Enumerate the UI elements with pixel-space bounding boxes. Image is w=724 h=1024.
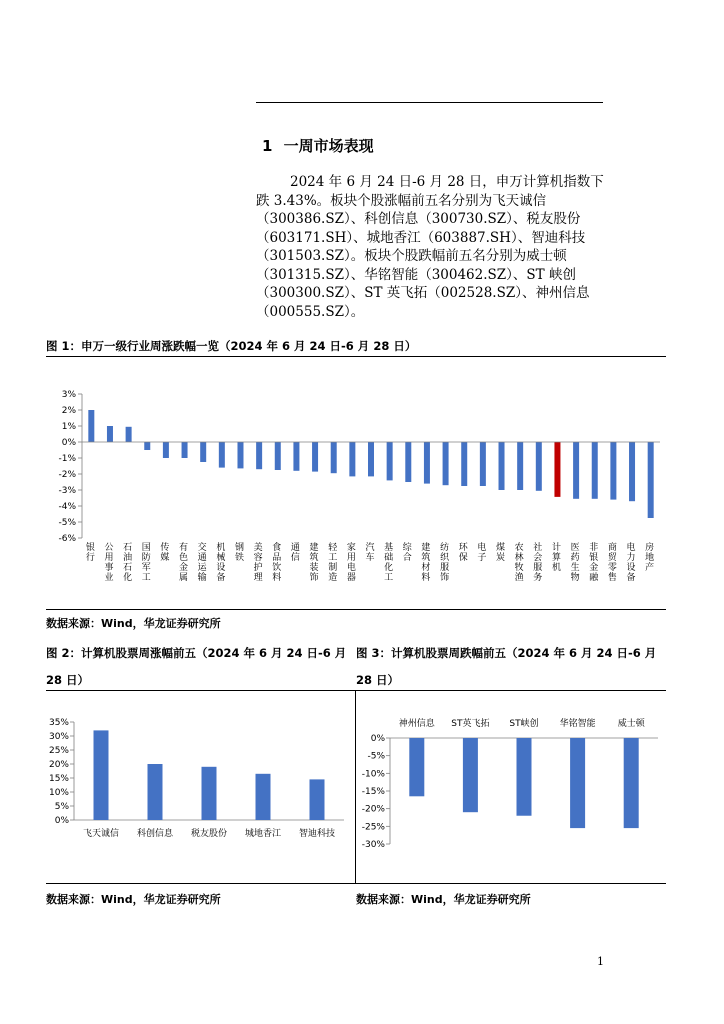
bar (610, 442, 616, 500)
bar (499, 442, 505, 490)
figure2-title-line1: 图 2：计算机股票周涨幅前五（2024 年 6 月 24 日-6 月 (46, 646, 347, 660)
category-label: 农林牧渔 (514, 543, 524, 583)
figure1-bottom-rule (46, 609, 666, 610)
figure23-top-rule (46, 690, 666, 691)
category-label: 建筑材料 (421, 543, 431, 583)
paragraph-line: 跌 3.43%。板块个股涨幅前五名分别为飞天诚信 (256, 192, 547, 209)
figure1-title: 图 1：申万一级行业周涨跌幅一览（2024 年 6 月 24 日-6 月 28 日） (46, 339, 417, 353)
category-label: 通信 (290, 543, 300, 563)
y-tick-label: -1% (58, 454, 76, 464)
bar (424, 442, 430, 484)
paragraph-line: 2024 年 6 月 24 日-6 月 28 日，申万计算机指数下 (290, 174, 604, 190)
category-label: 银行 (85, 543, 95, 563)
bar (443, 442, 449, 485)
paragraph-line: （300386.SZ）、科创信息（300730.SZ）、税友股份 (256, 211, 581, 227)
category-label: 电子 (477, 543, 487, 563)
bar (200, 442, 206, 462)
category-label: 综合 (402, 543, 412, 563)
y-tick-label: -10% (361, 769, 385, 780)
figure23-bottom-rule (46, 883, 666, 884)
category-label: 飞天诚信 (82, 829, 120, 839)
category-label: 建筑装饰 (309, 543, 319, 583)
category-label: 神州信息 (398, 719, 435, 729)
y-tick-label: -2% (58, 470, 76, 480)
y-tick-label: -4% (58, 502, 76, 512)
category-label: 钢铁 (234, 543, 244, 563)
category-label: 科创信息 (136, 829, 174, 839)
bar (409, 738, 424, 796)
bar (629, 442, 635, 501)
bar (293, 442, 299, 471)
paragraph-line: （603171.SH）、城地香江（603887.SH）、智迪科技 (256, 229, 586, 246)
paragraph-line: （000555.SZ）。 (256, 303, 365, 320)
industry-weekly-change-chart (46, 380, 666, 610)
category-label: 机械设备 (216, 543, 226, 583)
bar (88, 410, 94, 442)
category-label: 纺织服饰 (440, 543, 450, 583)
category-label: ST峡创 (509, 719, 539, 729)
page-number: 1 (597, 955, 604, 968)
top-losers-chart (360, 712, 665, 852)
y-tick-label: 1% (61, 422, 76, 432)
y-tick-label: -25% (361, 822, 385, 833)
bar (648, 442, 654, 518)
y-tick-label: 15% (48, 774, 69, 784)
category-label: 税友股份 (190, 829, 228, 839)
bar (219, 442, 225, 468)
y-tick-label: -6% (58, 534, 76, 544)
figure3-title-line2: 28 日） (356, 673, 400, 687)
category-label: 华铭智能 (559, 719, 596, 729)
y-tick-label: -15% (361, 787, 385, 797)
bar (405, 442, 411, 482)
bar (554, 442, 560, 497)
category-label: 商贸零售 (607, 543, 617, 583)
y-tick-label: 20% (48, 760, 69, 770)
bar (256, 442, 262, 469)
section-title: 一周市场表现 (283, 137, 374, 155)
category-label: 交通运输 (197, 543, 207, 583)
bar (570, 738, 585, 828)
section-number: 1 (262, 137, 273, 155)
y-tick-label: 25% (48, 746, 69, 756)
summary-paragraph (256, 173, 606, 321)
figure1-source: 数据来源：Wind，华龙证券研究所 (46, 617, 221, 630)
category-label: 社会服务 (533, 543, 543, 583)
paragraph-line: （301503.SZ）。板块个股跌幅前五名分别为威士顿 (256, 248, 567, 264)
bar (107, 426, 113, 442)
paragraph-line: （301315.SZ）、华铭智能（300462.SZ）、ST 峡创 (256, 266, 576, 283)
category-label: 威士顿 (617, 719, 645, 729)
section-heading (262, 135, 374, 156)
bar (573, 442, 579, 499)
y-tick-label: 0% (54, 816, 69, 826)
figure3-title-line1: 图 3：计算机股票周跌幅前五（2024 年 6 月 24 日-6 月 (356, 646, 657, 660)
category-label: 家用电器 (346, 543, 356, 583)
bar (163, 442, 169, 458)
category-label: 有色金属 (179, 543, 189, 583)
bar (126, 427, 132, 442)
category-label: 基础化工 (384, 543, 394, 583)
figure1-top-rule (46, 356, 666, 357)
bar (144, 442, 150, 450)
category-label: 汽车 (365, 543, 375, 563)
bar (624, 738, 639, 828)
bar (237, 442, 243, 468)
y-tick-label: 35% (48, 718, 69, 728)
figure2-source: 数据来源：Wind，华龙证券研究所 (46, 893, 221, 906)
figure23-divider (355, 690, 356, 883)
category-label: 医药生物 (570, 543, 580, 583)
paragraph-line: （300300.SZ）、ST 英飞拓（002528.SZ）、神州信息 (256, 285, 590, 301)
bar (463, 738, 478, 812)
y-tick-label: 3% (61, 390, 76, 400)
y-tick-label: 0% (61, 438, 76, 448)
category-label: 智迪科技 (298, 829, 336, 839)
bar (202, 767, 217, 820)
category-label: 城地香江 (244, 829, 282, 839)
y-tick-label: 5% (54, 802, 69, 812)
bar (275, 442, 281, 470)
category-label: 石油石化 (123, 543, 133, 583)
y-tick-label: -3% (58, 486, 76, 496)
bar (517, 738, 532, 816)
bar (182, 442, 188, 458)
y-tick-label: -20% (361, 804, 385, 815)
category-label: 非银金融 (589, 543, 599, 583)
y-tick-label: -5% (367, 751, 385, 762)
category-label: 国防军工 (141, 543, 151, 583)
bar (461, 442, 467, 486)
figure2-title-line2: 28 日） (46, 673, 90, 687)
bar (387, 442, 393, 480)
bar (480, 442, 486, 486)
y-tick-label: 30% (48, 732, 69, 742)
y-tick-label: 10% (48, 788, 69, 798)
category-label: 电力设备 (626, 543, 636, 583)
figure3-source: 数据来源：Wind，华龙证券研究所 (356, 893, 531, 906)
category-label: 环保 (458, 543, 468, 563)
category-label: 食品饮料 (272, 543, 282, 583)
header-rule (256, 102, 603, 103)
top-gainers-chart (46, 712, 351, 847)
category-label: 房地产 (645, 543, 655, 573)
bar (592, 442, 598, 499)
bar (368, 442, 374, 476)
bar (310, 779, 325, 820)
bar (536, 442, 542, 491)
y-tick-label: 2% (61, 406, 76, 416)
category-label: 美容护理 (253, 543, 263, 583)
category-label: 传媒 (160, 543, 170, 563)
bar (331, 442, 337, 473)
category-label: 煤炭 (496, 543, 506, 563)
y-tick-label: 0% (370, 734, 385, 744)
bar (312, 442, 318, 472)
y-tick-label: -5% (58, 518, 76, 528)
category-label: ST英飞拓 (451, 719, 490, 729)
y-tick-label: -30% (361, 840, 385, 850)
bar (256, 774, 271, 820)
category-label: 公用事业 (104, 543, 114, 583)
bar (94, 730, 109, 820)
bar (517, 442, 523, 490)
category-label: 计算机 (551, 543, 561, 573)
bar (349, 442, 355, 476)
bar (148, 764, 163, 820)
category-label: 轻工制造 (328, 543, 338, 583)
